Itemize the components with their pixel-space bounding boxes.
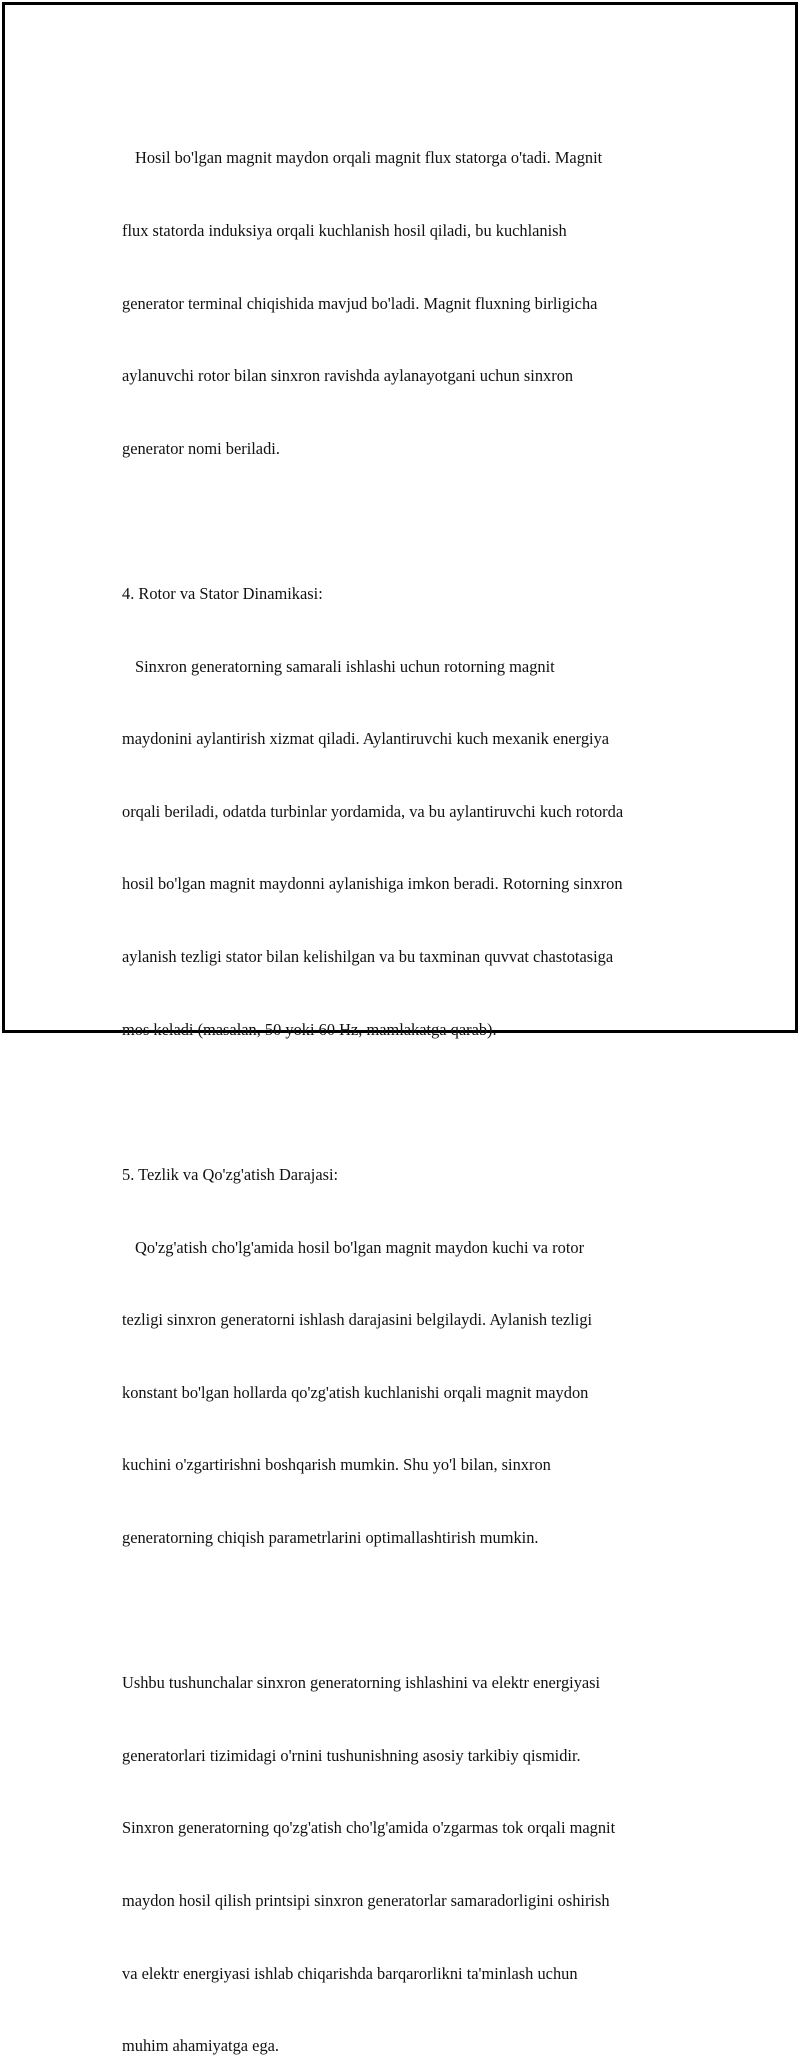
text-line: tezligi sinxron generatorni ishlash darajasini belgilaydi. Aylanish tezligi: [122, 1310, 593, 1330]
text-line: generator nomi beriladi.: [122, 438, 280, 458]
paragraph-intro: [122, 98, 682, 509]
text-line: konstant bo'lgan hollarda qo'zg'atish kuchlanishi orqali magnit maydon: [122, 1382, 589, 1402]
paragraph-conclusion: [122, 1623, 682, 2070]
text-line: muhim ahamiyatga ega.: [122, 2036, 280, 2056]
text-line: maydon hosil qilish printsipi sinxron generatorlar samaradorligini oshirish: [122, 1890, 610, 1910]
text-line: Hosil bo'lgan magnit maydon orqali magnit flux statorga o'tadi. Magnit: [135, 148, 603, 168]
text-line: Qo'zg'atish cho'lg'amida hosil bo'lgan magnit maydon kuchi va rotor: [135, 1237, 585, 1257]
text-line: Ushbu tushunchalar sinxron generatorning ishlashini va elektr energiyasi: [122, 1673, 601, 1693]
section-heading: 4. Rotor va Stator Dinamikasi:: [122, 584, 323, 604]
text-line: Sinxron generatorning qo'zg'atish cho'lg'amida o'zgarmas tok orqali magnit: [122, 1818, 616, 1838]
text-line: aylanuvchi rotor bilan sinxron ravishda aylanayotgani uchun sinxron: [122, 366, 574, 386]
text-line: Sinxron generatorning samarali ishlashi uchun rotorning magnit: [135, 656, 555, 676]
text-line: aylanish tezligi stator bilan kelishilgan va bu taxminan quvvat chastotasiga: [122, 947, 614, 967]
text-line: generatorning chiqish parametrlarini optimallashtirish mumkin.: [122, 1527, 539, 1547]
text-line: generator terminal chiqishida mavjud bo'ladi. Magnit fluxning birligicha: [122, 293, 598, 313]
page-frame: [2, 2, 798, 2056]
section-speed-excitation: [122, 1115, 682, 1599]
section-rotor-stator: [122, 534, 682, 1091]
text-line: mos keladi (masalan, 50 yoki 60 Hz, mamlakatga qarab).: [122, 1019, 497, 1039]
text-line: orqali beriladi, odatda turbinlar yordamida, va bu aylantiruvchi kuch rotorda: [122, 801, 624, 821]
text-line: maydonini aylantirish xizmat qiladi. Aylantiruvchi kuch mexanik energiya: [122, 729, 610, 749]
text-line: va elektr energiyasi ishlab chiqarishda barqarorlikni ta'minlash uchun: [122, 1963, 578, 1983]
document-body: [122, 98, 682, 2070]
text-line: hosil bo'lgan magnit maydonni aylanishiga imkon beradi. Rotorning sinxron: [122, 874, 623, 894]
section-heading: 5. Tezlik va Qo'zg'atish Darajasi:: [122, 1164, 339, 1184]
text-line: kuchini o'zgartirishni boshqarish mumkin. Shu yo'l bilan, sinxron: [122, 1455, 551, 1475]
text-line: generatorlari tizimidagi o'rnini tushunishning asosiy tarkibiy qismidir.: [122, 1745, 581, 1765]
text-line: flux statorda induksiya orqali kuchlanish hosil qiladi, bu kuchlanish: [122, 221, 567, 241]
